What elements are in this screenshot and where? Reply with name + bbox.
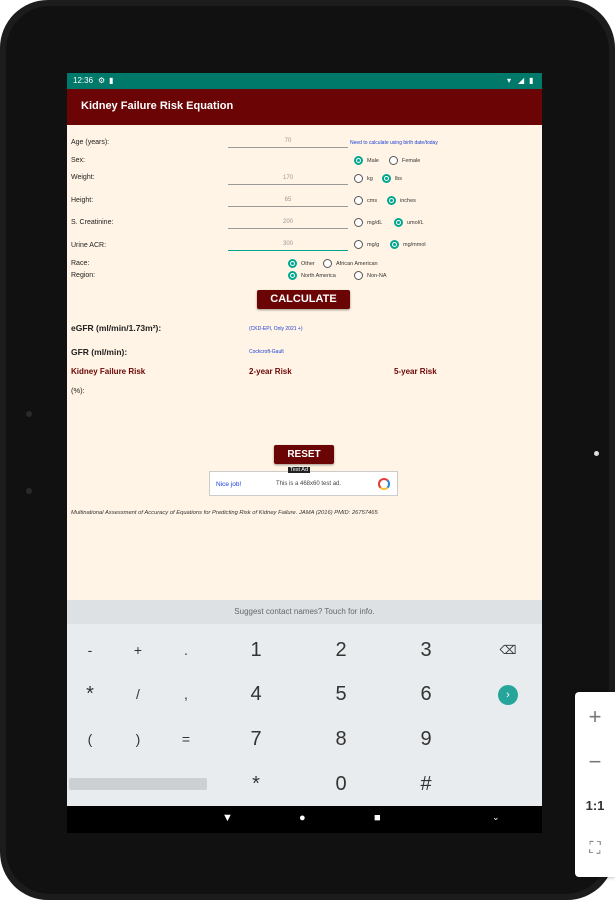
wifi-icon: ▾	[507, 76, 512, 85]
key-4[interactable]: 4	[250, 683, 262, 705]
acr-label: Urine ACR:	[71, 242, 107, 249]
light-sensor	[594, 451, 599, 456]
creatinine-umol-label: umol/L	[407, 220, 424, 226]
risk-label: Kidney Failure Risk	[71, 367, 146, 376]
region-nonna-radio[interactable]	[354, 271, 363, 280]
egfr-label: eGFR (ml/min/1.73m²):	[71, 323, 162, 333]
height-label: Height:	[71, 197, 94, 204]
ad-logo-icon	[378, 478, 390, 490]
next-icon[interactable]: ›	[498, 685, 518, 705]
two-year-risk-label: 2-year Risk	[249, 367, 292, 376]
creatinine-input[interactable]: 200	[228, 216, 348, 229]
key-slash[interactable]: /	[136, 686, 140, 702]
key-asterisk[interactable]: *	[86, 683, 94, 705]
ad-text: This is a 468x60 test ad.	[276, 481, 342, 487]
signal-icon: ◢	[518, 76, 525, 85]
reset-button[interactable]: RESET	[274, 445, 334, 464]
app-bar	[67, 89, 542, 125]
sex-female-radio[interactable]	[389, 156, 398, 165]
weight-input[interactable]: 170	[228, 172, 348, 185]
key-1[interactable]: 1	[250, 639, 262, 661]
key-5[interactable]: 5	[335, 683, 347, 705]
sex-male-label: Male	[367, 158, 379, 164]
key-star[interactable]: *	[252, 773, 260, 795]
camera-dot	[26, 411, 32, 417]
gfr-label: GFR (ml/min):	[71, 347, 128, 357]
nav-bar	[67, 806, 542, 833]
race-other-radio[interactable]	[288, 259, 297, 268]
acr-mgmmol-label: mg/mmol	[403, 242, 426, 248]
weight-kg-radio[interactable]	[354, 174, 363, 183]
creatinine-mgdl-label: mg/dL	[367, 220, 383, 226]
reference-citation[interactable]: Multinational Assessment of Accuracy of Equations for Predicting Risk of Kidney Failure. JAMA (2016) PMID: 26757465	[71, 510, 378, 516]
key-3[interactable]: 3	[420, 639, 432, 661]
ad-left-text: Nice job!	[216, 481, 242, 488]
race-aa-label: African American	[336, 261, 378, 267]
key-open-paren[interactable]: (	[87, 731, 93, 747]
zoom-in-button[interactable]: +	[588, 704, 602, 729]
risk-unit-label: (%):	[71, 386, 85, 395]
key-8[interactable]: 8	[335, 728, 347, 750]
test-ad-tag: Test Ad	[290, 467, 309, 473]
key-7[interactable]: 7	[250, 728, 262, 750]
acr-mgg-label: mg/g	[367, 242, 380, 248]
weight-kg-label: kg	[367, 176, 373, 182]
acr-input[interactable]: 300	[228, 238, 348, 251]
space-bar[interactable]	[69, 778, 207, 790]
fit-screen-icon[interactable]: ⛶	[589, 840, 601, 857]
region-nonna-label: Non-NA	[367, 273, 387, 279]
status-bar	[67, 73, 542, 89]
home-icon[interactable]: ●	[299, 812, 306, 824]
height-input[interactable]: 65	[228, 194, 348, 207]
race-other-label: Other	[301, 261, 315, 267]
settings-icon: ⚙	[98, 76, 106, 85]
key-2[interactable]: 2	[335, 639, 347, 661]
key-minus[interactable]: -	[87, 642, 93, 658]
height-inches-label: inches	[400, 198, 416, 204]
age-label: Age (years):	[71, 139, 110, 146]
age-input[interactable]: 70	[228, 135, 348, 148]
back-icon[interactable]: ▼	[222, 812, 233, 824]
numeric-keyboard	[67, 600, 542, 806]
five-year-risk-label: 5-year Risk	[394, 367, 437, 376]
race-aa-radio[interactable]	[323, 259, 332, 268]
region-na-label: North America	[301, 273, 336, 279]
key-plus[interactable]: +	[133, 642, 143, 658]
height-cms-label: cms	[367, 198, 378, 204]
key-period[interactable]: .	[184, 642, 188, 658]
age-link[interactable]: Need to calculate using birth date/today	[350, 140, 438, 146]
zoom-reset-button[interactable]: 1:1	[585, 798, 605, 813]
recents-icon[interactable]: ■	[374, 812, 381, 824]
key-0[interactable]: 0	[335, 773, 347, 795]
acr-mgg-radio[interactable]	[354, 240, 363, 249]
battery-icon: ▮	[529, 76, 534, 85]
emulator-zoom-panel	[575, 692, 615, 877]
test-ad-banner[interactable]	[209, 467, 398, 496]
sex-female-label: Female	[402, 158, 421, 164]
status-time: 12:36	[73, 76, 94, 85]
app-screen	[67, 73, 542, 833]
calculate-button[interactable]: CALCULATE	[257, 290, 350, 309]
region-na-radio[interactable]	[288, 271, 297, 280]
region-label: Region:	[71, 272, 96, 279]
weight-lbs-label: lbs	[395, 176, 403, 182]
keyboard-hide-icon[interactable]: ⌄	[492, 812, 500, 822]
key-hash[interactable]: #	[420, 773, 432, 795]
key-close-paren[interactable]: )	[135, 731, 141, 747]
sd-card-icon: ▮	[109, 76, 114, 85]
weight-label: Weight:	[71, 174, 95, 181]
key-equals[interactable]: =	[181, 731, 191, 747]
sex-label: Sex:	[71, 157, 86, 164]
race-label: Race:	[71, 260, 90, 267]
height-cms-radio[interactable]	[354, 196, 363, 205]
height-inches-radio[interactable]	[387, 196, 396, 205]
app-title: Kidney Failure Risk Equation	[81, 100, 234, 112]
creatinine-mgdl-radio[interactable]	[354, 218, 363, 227]
backspace-icon[interactable]: ⌫	[499, 643, 517, 657]
egfr-value: (CKD-EPI, Only 2021 +)	[249, 326, 303, 332]
keyboard-suggestion-bar[interactable]: Suggest contact names? Touch for info.	[67, 600, 542, 624]
zoom-out-button[interactable]: −	[588, 749, 602, 774]
sex-male-radio[interactable]	[354, 156, 363, 165]
sensor-dot	[26, 488, 32, 494]
gfr-value: Cockcroft-Gault	[249, 349, 284, 355]
creatinine-umol-radio[interactable]	[394, 218, 403, 227]
creatinine-label: S. Creatinine:	[71, 219, 114, 226]
key-9[interactable]: 9	[420, 728, 432, 750]
acr-mgmmol-radio[interactable]	[390, 240, 399, 249]
weight-lbs-radio[interactable]	[382, 174, 391, 183]
key-comma[interactable]: ,	[184, 686, 188, 702]
key-6[interactable]: 6	[420, 683, 432, 705]
